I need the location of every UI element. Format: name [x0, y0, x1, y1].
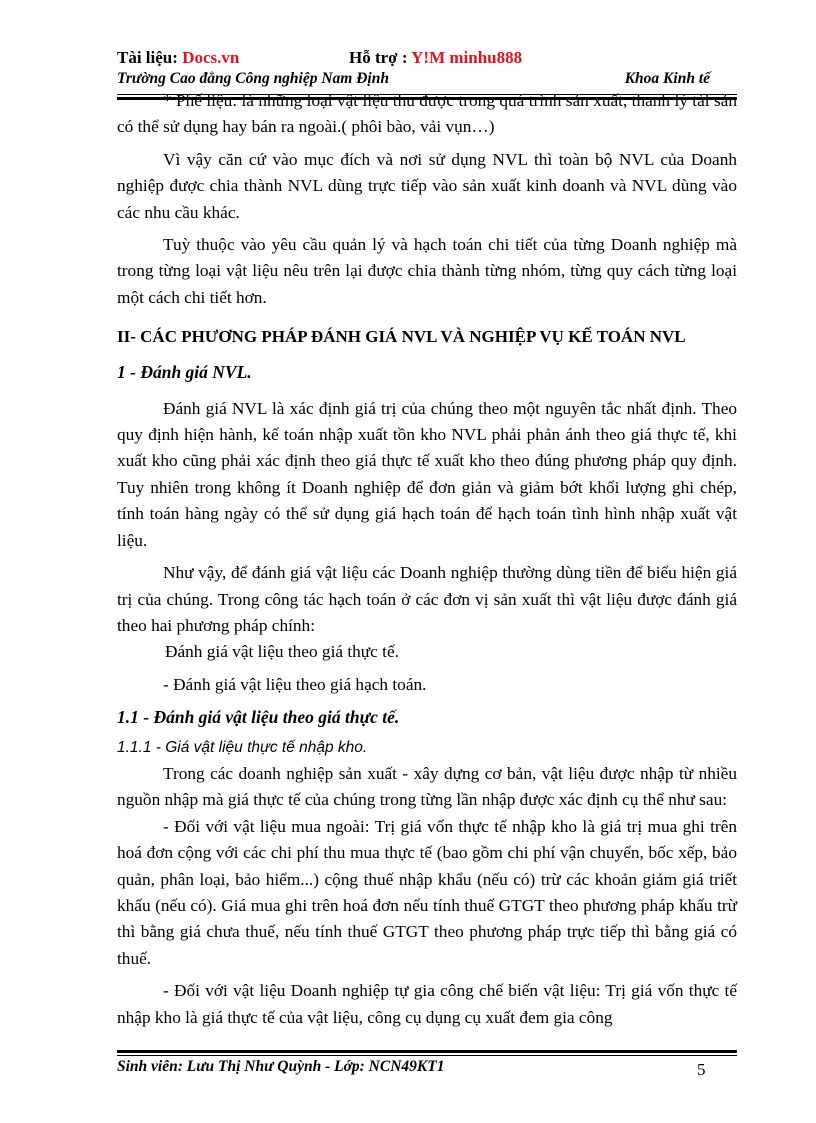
page-content — [117, 88, 737, 1031]
source-link[interactable]: Docs.vn — [182, 48, 240, 67]
list-item-actual-price: Đánh giá vật liệu theo giá thực tế. — [165, 642, 399, 662]
top-header — [117, 48, 737, 70]
heading-actual-price: 1.1 - Đánh giá vật liệu theo giá thực tế. — [117, 707, 400, 728]
department-name: Khoa Kinh tế — [624, 70, 710, 87]
page-number: 5 — [697, 1060, 706, 1079]
support-line: Hỗ trợ : Y!M minhu888 — [349, 48, 523, 67]
section-heading-2: II- CÁC PHƯƠNG PHÁP ĐÁNH GIÁ NVL VÀ NGHIỆP VỤ KẾ TOÁN NVL — [117, 327, 686, 347]
paragraph-valuation-principle: Đánh giá NVL là xác định giá trị của chúng theo một nguyên tắc nhất định. Theo quy định hiện hành, kế toán nhập xuất tồn kho NVL phải phản ánh theo giá thực tế, khi xuất kho cũng phải xác định theo giá thực tế xuất kho theo đúng phương pháp quy định. Tuy nhiên trong không ít Doanh nghiệp để đơn giản và giảm bớt khối lượng ghi chép, tính toán hàng ngày có thể sử dụng giá hạch toán để hạch toán tình hình nhập xuất vật liệu. — [117, 398, 737, 550]
paragraph-purchased-materials: - Đối với vật liệu mua ngoài: Trị giá vốn thực tế nhập kho là giá trị mua ghi trên hoá đơn cộng với các chi phí thu mua thực tế (bao gồm chi phí vận chuyển, bốc xếp, bảo quản, phân loại, bảo hiểm...) cộng thuế nhập khẩu (nếu có) trừ các khoản giảm giá triết khấu (nếu có). Giá mua ghi trên hoá đơn nếu tính thuế GTGT theo phương pháp khấu trừ thì bằng giá chưa thuế, nếu tính thuế GTGT theo phương pháp trực tiếp thì bằng giá có thuế. — [117, 816, 737, 968]
paragraph-import-sources: Trong các doanh nghiệp sản xuất - xây dựng cơ bản, vật liệu được nhập từ nhiều nguồn nhập mà giá thực tế của chúng trong từng lần nhập được xác định cụ thể như sau: — [117, 763, 737, 810]
support-contact[interactable]: Y!M minhu888 — [411, 48, 523, 67]
source-label: Tài liệu — [117, 48, 173, 67]
footer-divider-thin — [117, 1055, 737, 1056]
footer-divider-thick — [117, 1050, 737, 1053]
support-label: Hỗ trợ — [349, 48, 398, 67]
school-name: Trường Cao đẳng Công nghiệp Nam Định — [117, 70, 389, 87]
paragraph-detail-grouping: Tuỳ thuộc vào yêu cầu quản lý và hạch toán chi tiết của từng Doanh nghiệp mà trong từng loại vật liệu nêu trên lại được chia thành từng nhóm, từng quy cách từng loại một cách chi tiết hơn. — [117, 235, 737, 307]
paragraph-classification: Vì vậy căn cứ vào mục đích và nơi sử dụng NVL thì toàn bộ NVL của Doanh nghiệp được chia thành NVL dùng trực tiếp vào sản xuất kinh doanh và NVL dùng vào các nhu cầu khác. — [117, 149, 737, 222]
list-item-accounting-price: - Đánh giá vật liệu theo giá hạch toán. — [163, 674, 427, 694]
student-info: Sinh viên: Lưu Thị Như Quỳnh - Lớp: NCN49KT1 — [117, 1058, 445, 1075]
heading-valuation: 1 - Đánh giá NVL. — [117, 362, 252, 383]
paragraph-scrap-materials: * Phế liệu: là những loại vật liệu thu được trong quá trình sản xuất, thanh lý tài sản có thể sử dụng hay bán ra ngoài.( phôi bào, vải vụn…) — [117, 91, 737, 137]
paragraph-self-processed: - Đối với vật liệu Doanh nghiệp tự gia công chế biến vật liệu: Trị giá vốn thực tế nhập kho là giá thực tế của vật liệu, công cụ dụng cụ xuất đem gia công — [117, 981, 737, 1027]
paragraph-valuation-methods: Như vậy, để đánh giá vật liệu các Doanh nghiệp thường dùng tiền để biểu hiện giá trị của chúng. Trong công tác hạch toán ở các đơn vị sản xuất thì vật liệu được đánh giá theo hai phương pháp chính: — [117, 563, 737, 635]
heading-import-price: 1.1.1 - Giá vật liệu thực tế nhập kho. — [117, 738, 368, 756]
source-line: Tài liệu: Docs.vn — [117, 48, 240, 67]
